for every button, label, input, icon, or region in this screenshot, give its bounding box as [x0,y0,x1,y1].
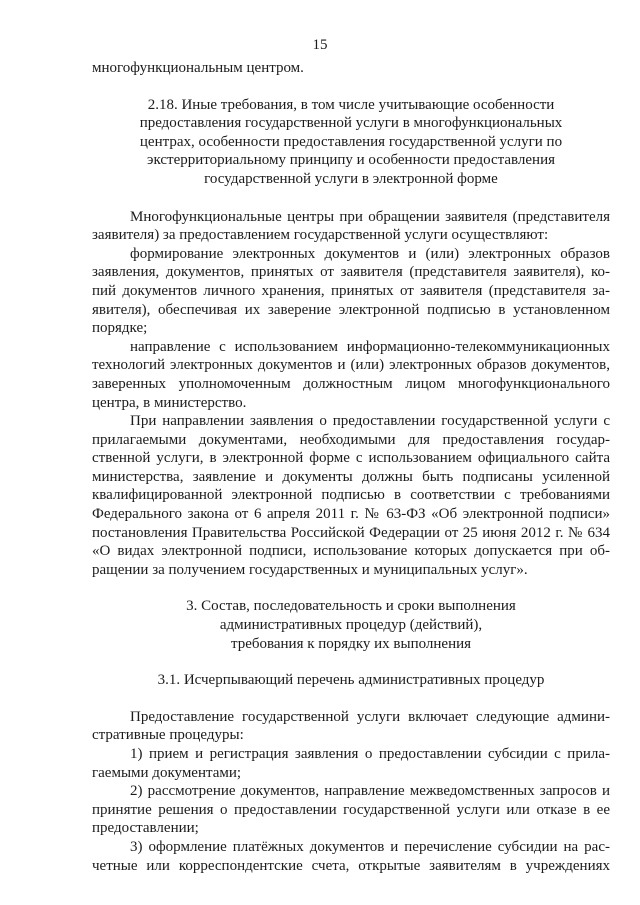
paragraph-electronic-documents [92,245,610,338]
text-line: стративные процедуры: [92,727,244,744]
text-line: предоставлении; [92,820,199,837]
heading-line: административных процедур (действий), [219,617,483,634]
text-line: заявления, документов, принятых от заявителя (представителя заявителя), ко- [92,264,610,281]
text-line: направление с использованием информационно-телекоммуникационных [130,338,610,355]
text-line: ственной услуги, в электронной форме с использованием официального сайта [92,450,610,467]
paragraph-procedures-intro [92,708,610,745]
text-line: ращении за получением государственных и муниципальных услуг». [92,561,528,578]
text-line: постановления Правительства Российской Федерации от 25 июня 2012 г. № 634 [92,524,610,541]
continuation-line: многофункциональным центром. [92,60,304,76]
heading-line: предоставления государственной услуги в многофункциональных [139,115,563,132]
document-body [92,59,610,875]
text-line: Предоставление государственной услуги включает следующие админи- [130,708,610,725]
text-line: четные или корреспондентские счета, открытые заявителям в учреждениях [92,857,610,874]
text-line: пий документов личного хранения, принятых от заявителя (представителя за- [92,282,610,299]
paragraph-electronic-signature [92,412,610,579]
list-item-procedure-3 [92,838,610,875]
text-line: прилагаемыми документами, необходимыми для предоставления государ- [92,431,610,448]
text-line: формирование электронных документов и (или) электронных образов [130,245,610,262]
text-line: явителя), обеспечивая их заверение электронной подписью в установленном [92,301,610,318]
section-heading-2-18 [92,96,610,189]
text-line: 3) оформление платёжных документов и перечисление субсидии на рас- [130,838,610,855]
heading-line: государственной услуги в электронной форме [204,170,498,187]
text-line: квалифицированной электронной подписью в соответствии с требованиями [92,487,610,504]
text-line: порядке; [92,320,148,337]
text-line: гаемыми документами; [92,764,242,781]
heading-line: 3. Состав, последовательность и сроки выполнения [186,598,516,615]
heading-line: экстерриториальному принципу и особенности предоставления [147,152,555,169]
text-line: 1) прием и регистрация заявления о предоставлении субсидии с прила- [130,746,610,762]
paragraph-sending-documents [92,338,610,412]
heading-line: 2.18. Иные требования, в том числе учитывающие особенности [147,96,555,113]
list-item-procedure-2 [92,782,610,838]
section-heading-3 [92,597,610,653]
page-number: 15 [312,37,328,53]
text-line: 2) рассмотрение документов, направление межведомственных запросов и [130,783,610,800]
text-line: Многофункциональные центры при обращении заявителя (представителя [130,208,610,225]
text-line: «О видах электронной подписи, использование которых допускается при об- [92,543,610,560]
text-line: При направлении заявления о предоставлении государственной услуги с [130,413,610,430]
text-line: Федерального закона от 6 апреля 2011 г. № 63-ФЗ «Об электронной подписи» [92,506,610,523]
heading-line: требования к порядку их выполнения [230,635,472,652]
paragraph-mfc-intro [92,208,610,245]
text-line: центра, в министерство. [92,394,247,411]
heading-line: центрах, особенности предоставления государственной услуги по [139,133,563,150]
text-line: министерства, заявление и документы должны быть подписаны усиленной [92,468,610,485]
text-line: технологий электронных документов и (или) электронных образов документов, [92,357,610,374]
text-line: заявителя) за предоставлением государственной услуги осуществляют: [92,227,549,244]
list-item-procedure-1 [92,745,610,782]
text-line: принятие решения о предоставлении государственной услуги или отказе в ее [92,801,610,818]
section-heading-3-1: 3.1. Исчерпывающий перечень административных процедур [157,672,545,689]
text-line: заверенных уполномоченным должностным лицом многофункционального [92,375,610,392]
